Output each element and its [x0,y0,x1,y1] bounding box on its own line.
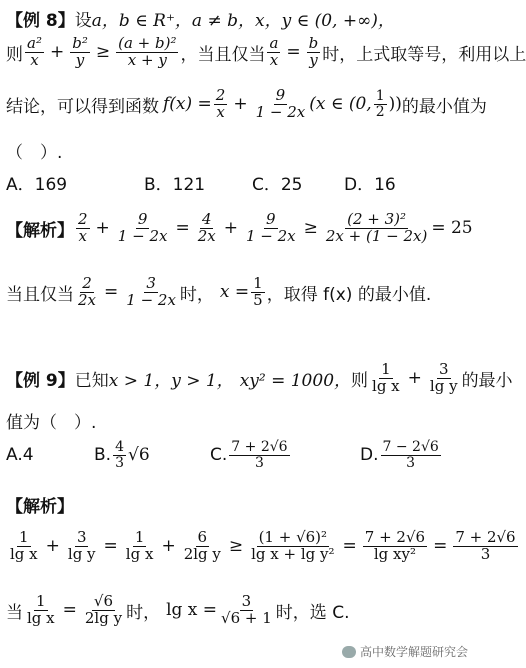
ex9-solution-label: 【解析】 [6,497,74,517]
ex9-min-text: 的最小 [461,370,513,391]
ex9-line2: 值为（ ）. [6,413,97,433]
ex8-iff-text: ，当且仅当 [180,44,266,65]
ex8-equality-text: 时，上式取等号，利用以上 [322,44,526,65]
ex9-sol-frac-g: $\frac{7 + 2√6}{3}$ [455,528,516,563]
ex8-option-c: C．25 [252,175,303,195]
sol-frac-9-1m2x: $\frac{9}{1 - 2x}$ [117,210,168,245]
sol-frac-cauchy: $\frac{\text{(2 + 3)²}}{2x + (1 - 2x)}$ [325,210,428,245]
ex9-sol-frac-d: $\frac{6}{\text{2lg y}}$ [183,528,221,563]
ex8-options [6,170,396,195]
ex9-sol-frac-e: $\frac{\text{(1 + √6)²}}{\text{lg x + lg y²}}$ [251,528,335,563]
frac-b2-y: $\frac{\text{b²}}{y}$ [72,34,88,69]
ex9-conditions: x > 1，y > 1， [108,370,234,391]
ex8-cond-prefix: 设 [74,11,92,31]
ex9-label: 【例 9】 [6,370,75,391]
sol-frac-2-x: $\frac{2}{x}$ [78,210,88,245]
fx-label: f(x) = [163,94,212,115]
ex9-sol-frac-c: $\frac{1}{\text{lg x}}$ [125,528,154,563]
eq-frac-1-5: $\frac{1}{5}$ [253,274,263,309]
ex9-frac-3-lgy: $\frac{3}{\text{lg y}}$ [429,360,458,395]
frac-9-1m2x: $\frac{9}{1 - 2x}$ [255,86,306,121]
ex8-min-text: 的最小值为 [401,96,487,117]
ex8-function-intro: 结论，可以得到函数 [6,96,159,117]
ex8-option-a: A．169 [6,175,68,195]
domain-close: )) [388,94,402,115]
eq-frac-2-2x: $\frac{2}{2x}$ [78,274,97,309]
sol-frac-9-1m2x-b: $\frac{9}{1 - 2x}$ [245,210,296,245]
x-equals: x = [219,282,250,303]
ex8-option-d: D．16 [344,175,396,195]
ex8-min-achieved: ，取得 f(x) 的最小值. [266,284,432,305]
ex8-then-text: 则 [6,44,23,65]
ex9-sol-frac-f: $\frac{7 + 2√6}{\text{lg xy²}}$ [364,528,426,563]
ex8-line3: 结论，可以得到函数 f(x) = $\frac{2}{x}$ + $\frac{9}{1 - 2x}$ (x ∈ (0, $\frac{1}{2}$ )) 的最小值为 [6,86,487,121]
frac-1-2: $\frac{1}{2}$ [375,88,385,120]
wechat-icon [342,646,356,658]
ex8-solution: 【解析】 $\frac{2}{x}$ + $\frac{9}{1 - 2x}$ = $\frac{4}{2x}$ + $\frac{9}{1 - 2x}$ ≥ $\frac{\text{(2 + 3)²}}{2x + (1 - 2x)}$ = 25 [6,210,473,245]
ex9-equation: xy² = 1000， [239,370,352,391]
ex9-given-text: 已知 [74,370,109,391]
ex9-answer-text: 时，选 C. [275,602,350,623]
frac-ab2-xy: $\frac{\text{(a + b)²}}{x + y}$ [118,34,177,69]
ex8-conditions: a，b ∈ R⁺，a ≠ b，x，y ∈ (0, +∞)， [91,11,395,31]
ex8-equality: 当且仅当 $\frac{2}{2x}$ = $\frac{3}{1 - 2x}$ 时， x = $\frac{1}{5}$ ，取得 f(x) 的最小值. [6,274,432,309]
frac-b-y: $\frac{b}{y}$ [308,34,319,69]
eq-frac-3-1m2x: $\frac{3}{1 - 2x}$ [126,274,176,309]
ex9-then: 则 [351,370,369,391]
ex9-frac-1-lgx: $\frac{1}{\text{lg x}}$ [372,360,400,395]
ex8-label: 【例 8】 [6,11,75,31]
ex8-option-b: B．121 [144,175,206,195]
sol-result: = 25 [431,218,473,239]
sol-frac-4-2x: $\frac{4}{2x}$ [197,210,216,245]
watermark-text: 高中数学解题研究会 [359,645,468,659]
frac-a-x: $\frac{a}{x}$ [269,34,279,69]
ex9-eq-frac-2: $\frac{√6}{\text{2lg y}}$ [84,592,123,627]
ex9-line1: 【例 9】 已知 x > 1，y > 1， xy² = 1000， 则 $\frac{1}{\text{lg x}}$ + $\frac{3}{\text{lg y}}$ 的最小 [6,360,513,395]
ex9-eq-frac-3: $\frac{3}{√6 + 1}$ [221,592,272,627]
watermark [342,643,468,660]
ex9-option-a: A.4 [6,445,34,466]
frac-2-x: $\frac{2}{x}$ [215,86,226,121]
frac-a2-x: $\frac{\text{a²}}{x}$ [27,34,42,69]
ex9-eq-frac-1: $\frac{1}{\text{lg x}}$ [27,592,55,627]
ex8-line2: 则 $\frac{\text{a²}}{x}$ + $\frac{\text{b²}}{y}$ ≥ $\frac{\text{(a + b)²}}{x + y}$ ，当且仅当 $\frac{a}{x}$ = $\frac{b}{y}$ 时，上式取等号，利用以上 [6,34,526,69]
ex8-solution-label: 【解析】 [6,220,74,241]
ex9-solution-chain: $\frac{1}{\text{lg x}}$ + $\frac{3}{\text{lg y}}$ = $\frac{1}{\text{lg x}}$ + $\frac{6}{\text{2lg y}}$ ≥ $\frac{\text{(1 + √6)²}}{\text{lg x + lg y²}}$ = $\frac{7 + 2√6}{\text{lg xy²}}$ = $\frac{7 + 2√6}{3}$ [10,528,516,563]
ex9-when-mid: 时， [126,602,161,623]
ex9-option-c: C. $\frac{7 + 2√6}{3}$ [210,439,288,471]
ex8-line1 [6,6,395,31]
ex9-options [6,440,443,470]
ex8-when-text: 当且仅当 [6,284,74,305]
ex8-blank: （ ）. [6,143,63,163]
ex9-when-text: 当 [6,602,23,623]
lgx-equals: lg x = [166,600,218,621]
ex9-option-b: B. $\frac{4}{3}$ √6 [94,439,150,471]
ex9-sol-frac-a: $\frac{1}{\text{lg x}}$ [10,528,38,563]
ex9-sol-frac-b: $\frac{3}{\text{lg y}}$ [67,528,96,563]
ex9-option-d: D. $\frac{7 - 2√6}{3}$ [360,439,439,471]
domain-text: (x ∈ (0, [309,94,372,115]
ex9-equality: 当 $\frac{1}{\text{lg x}}$ = $\frac{√6}{\text{2lg y}}$ 时， lg x = $\frac{3}{√6 + 1}$ 时，选 C. [6,592,350,627]
ex8-when-mid: 时， [179,284,214,305]
